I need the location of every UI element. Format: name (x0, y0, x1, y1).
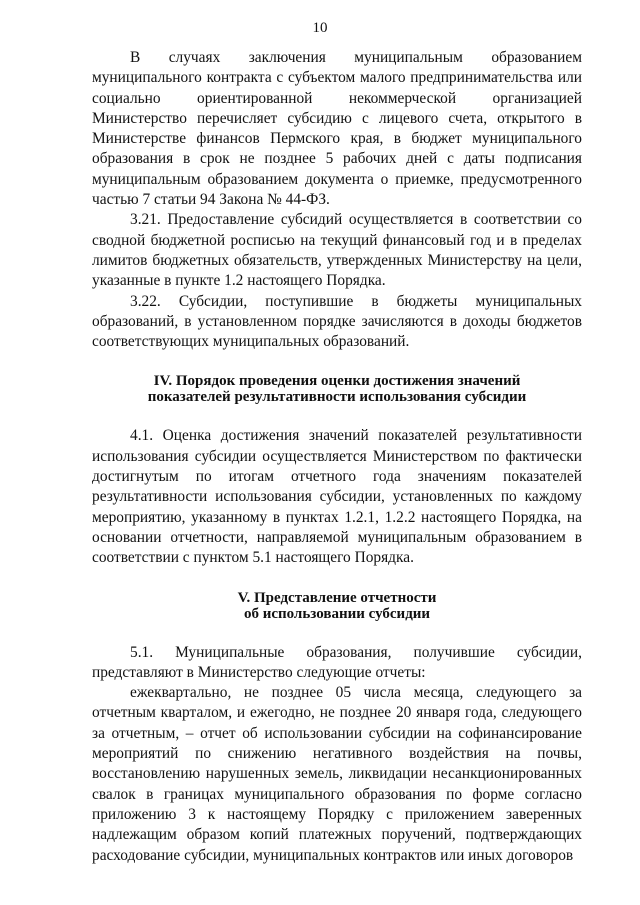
spacer (92, 622, 582, 643)
spacer (92, 352, 582, 373)
section-5-heading-line2: об использовании субсидии (243, 605, 431, 622)
paragraph-4-1: 4.1. Оценка достижения значений показателей результативности использования субсидии осуществляется Министерством по фактически достигнутым по итогам отчетного года значениям показателей результативности использования субсидии, установленных по каждому мероприятию, указанному в пунктах 1.2.1, 1.2.2 настоящего Порядка, на основании отчетности, направляемой муниципальным образованием в соответствии с пунктом 5.1 настоящего Порядка. (92, 427, 582, 567)
spacer (92, 405, 582, 426)
paragraph-quarterly-report: ежеквартально, не позднее 05 числа месяца, следующего за отчетным кварталом, и ежегодно, не позднее 20 января года, следующего за отчетным, – отчет об использовании субсидии на софинансирование мероприятий по снижению негативного воздействия на почвы, восстановлению нарушенных земель, ликвидации несанкционированных свалок в границах муниципального образования по форме согласно приложению 3 к настоящему Порядку с приложением заверенных надлежащим образом копий платежных поручений, подтверждающих расходование субсидии, муниципальных контрактов или иных договоров (92, 684, 582, 864)
section-4-heading-line1: IV. Порядок проведения оценки достижения значений (153, 373, 521, 390)
paragraph-3-22: 3.22. Субсидии, поступившие в бюджеты муниципальных образований, в установленном порядке зачисляются в доходы бюджетов соответствующих муниципальных образований. (92, 292, 582, 351)
paragraph-transfer-conditions: В случаях заключения муниципальным образованием муниципального контракта с субъектом малого предпринимательства или социально ориентированной некоммерческой организацией Министерство перечисляет субсидию с лицевого счета, открытого в Министерстве финансов Пермского края, в бюджет муниципального образования в срок не позднее 5 рабочих дней с даты подписания муниципальным образованием документа о приемке, предусмотренного частью 7 статьи 94 Закона № 44-ФЗ. (92, 49, 582, 209)
document-body (92, 48, 582, 866)
paragraph-5-1: 5.1. Муниципальные образования, получившие субсидии, представляют в Министерство следующие отчеты: (92, 643, 582, 681)
paragraph-3-21: 3.21. Предоставление субсидий осуществляется в соответствии со сводной бюджетной росписью на текущий финансовый год и в пределах лимитов бюджетных обязательств, утвержденных Министерству на цели, указанные в пункте 1.2 настоящего Порядка. (92, 211, 582, 290)
page-number: 10 (312, 20, 328, 36)
section-4-heading-line2: показателей результативности использования субсидии (147, 389, 527, 406)
section-5-heading-line1: V. Представление отчетности (237, 589, 437, 606)
spacer (92, 569, 582, 590)
